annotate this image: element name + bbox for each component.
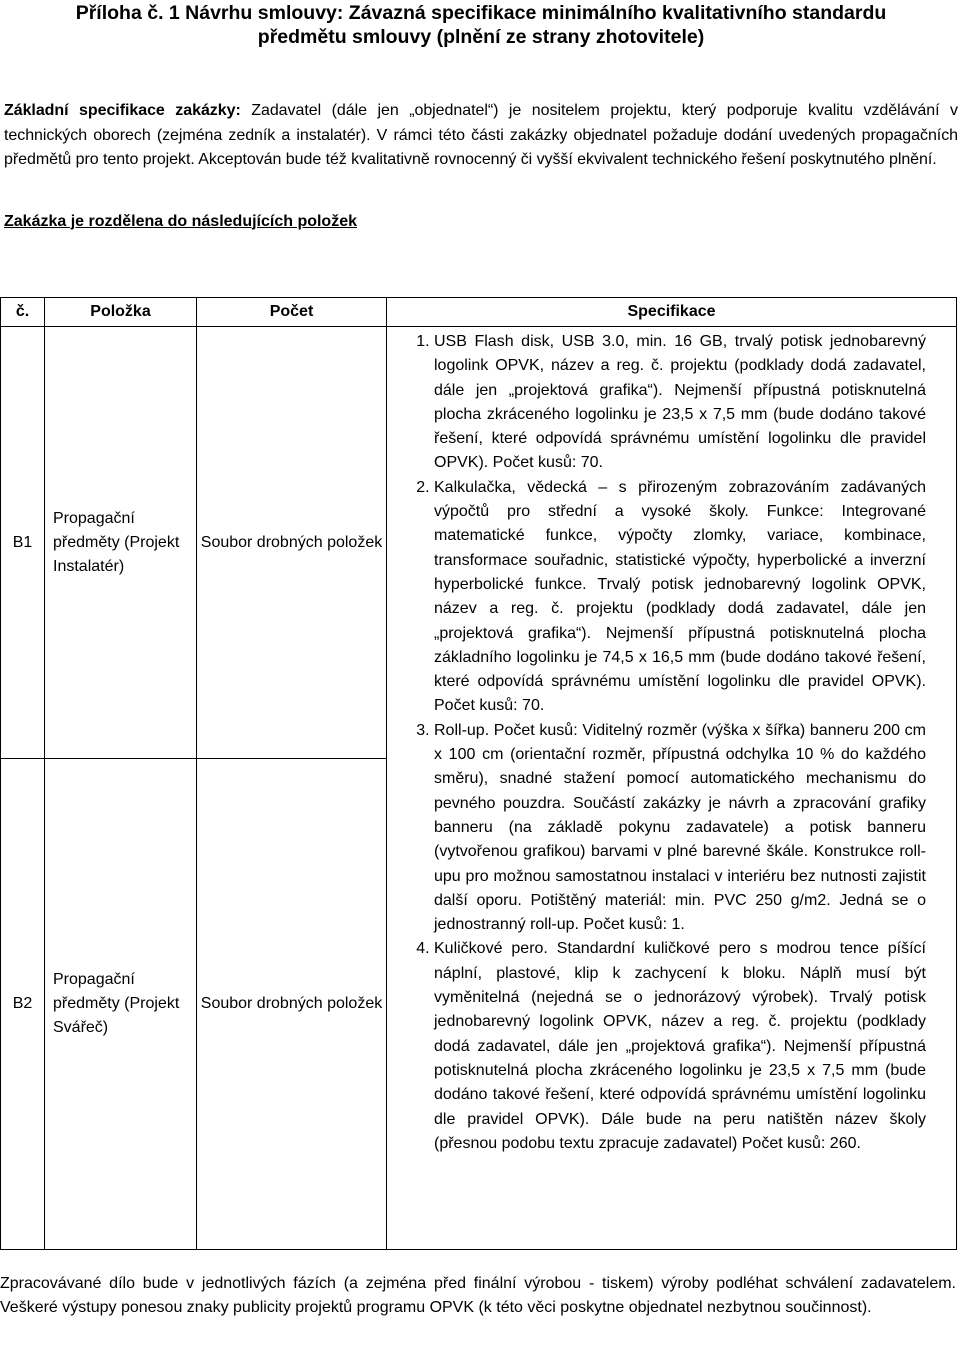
items-table	[0, 297, 957, 1250]
intro-label: Základní specifikace zakázky:	[4, 102, 241, 119]
spec-item-calculator: 2. Kalkulačka, vědecká – s přirozeným zobrazováním zadávaných výpočtů pro střední a vysoké školy. Funkce: Integrované matematické funkce, výpočty zlomky, variace, kombinace, transformace souřadnic, statistické výpočty, hyperbolické a inverzní hyperbolické funkce. Trvalý potisk jednobarevný logolink OPVK, název a reg. č. projektu (podklady dodá zadavatel, dále jen „projektová grafika“). Nejmenší přípustná potisknutelná plocha základního logolinku je 74,5 x 16,5 mm (bude dodáno takové řešení, které odpovídá správnému umístění logolinku dle pravidel OPVK). Počet kusů: 70.	[434, 476, 926, 719]
header-specification: Specifikace	[387, 298, 957, 327]
table-row	[1, 327, 957, 759]
row-number: B2	[1, 759, 45, 1250]
document-page	[4, 0, 958, 233]
title-line-2: předmětu smlouvy (plnění ze strany zhotovitele)	[257, 26, 705, 48]
header-item: Položka	[45, 298, 197, 327]
row-item: Propagační předměty (Projekt Svářeč)	[45, 759, 197, 1250]
title-line-1: Příloha č. 1 Návrhu smlouvy: Závazná specifikace minimálního kvalitativního standardu	[75, 2, 887, 24]
document-title	[4, 0, 958, 49]
spec-item-usb: 1. USB Flash disk, USB 3.0, min. 16 GB, trvalý potisk jednobarevný logolink OPVK, název a reg. č. projektu (podklady dodá zadavatel, dále jen „projektová grafika“). Nejmenší přípustná potisknutelná plocha zkráceného logolinku je 23,5 x 7,5 mm (bude dodáno takové řešení, které odpovídá správnému umístění logolinku dle pravidel OPVK). Počet kusů: 70.	[434, 330, 926, 476]
header-number: č.	[1, 298, 45, 327]
row-count: Soubor drobných položek	[197, 759, 387, 1250]
header-count: Počet	[197, 298, 387, 327]
row-count: Soubor drobných položek	[197, 327, 387, 759]
row-item: Propagační předměty (Projekt Instalatér)	[45, 327, 197, 759]
row-number: B1	[1, 327, 45, 759]
intro-text: Zadavatel (dále jen „objednatel“) je nositelem projektu, který podporuje kvalitu vzdělávání v technických oborech (zejména zedník a instalatér). V rámci této části zakázky objednatel požaduje dodání uvedených propagačních předmětů pro tento projekt. Akceptován bude též kvalitativně rovnocenný či vyšší ekvivalent technického řešení poskytnutého plnění.	[4, 102, 959, 168]
table-header-row	[1, 298, 957, 327]
section-heading: Zakázka je rozdělena do následujících položek	[4, 212, 357, 230]
specification-list	[401, 330, 926, 1156]
intro-paragraph	[4, 99, 958, 173]
spec-item-rollup: 3. Roll-up. Počet kusů: Viditelný rozměr (výška x šířka) banneru 200 cm x 100 cm (orientační rozměr, přípustná odchylka 10 % do každého směru), snadné stažení pomocí automatického mechanismu do pevného pouzdra. Součástí zakázky je návrh a zpracování grafiky banneru (na základě pokynu zadavatele) a potisk banneru (vytvořenou grafikou) barvami v plné barevné škále. Konstrukce roll-upu pro možnou samostatnou instalaci v interiéru bez nutnosti zajistit další oporu. Potištěný materiál: min. PVC 250 g/m2. Jedná se o jednostranný roll-up. Počet kusů: 1.	[434, 719, 926, 938]
footer-paragraph: Zpracovávané dílo bude v jednotlivých fázích (a zejména před finální výrobou - tiskem) výroby podléhat schválení zadavatelem. Veškeré výstupy ponesou znaky publicity projektů programu OPVK (k této věci poskytne objednatel nezbytnou součinnost).	[0, 1275, 956, 1316]
spec-item-pen: 4. Kuličkové pero. Standardní kuličkové pero s modrou tence píšící náplní, plastové, klip k zachycení k bloku. Náplň musí být vyměnitelná (nejedná se o jednorázový výrobek). Trvalý potisk jednobarevný logolink OPVK, název a reg. č. projektu (podklady dodá zadavatel, dále jen „projektová grafika“). Nejmenší přípustná potisknutelná plocha zkráceného logolinku je 23,5 x 7,5 mm (bude dodáno takové řešení, které odpovídá správnému umístění logolinku dle pravidel OPVK). Dále bude na peru natištěn název školy (přesnou podobu textu zpracuje zadavatel) Počet kusů: 260.	[434, 937, 926, 1156]
specification-cell	[387, 327, 957, 1250]
